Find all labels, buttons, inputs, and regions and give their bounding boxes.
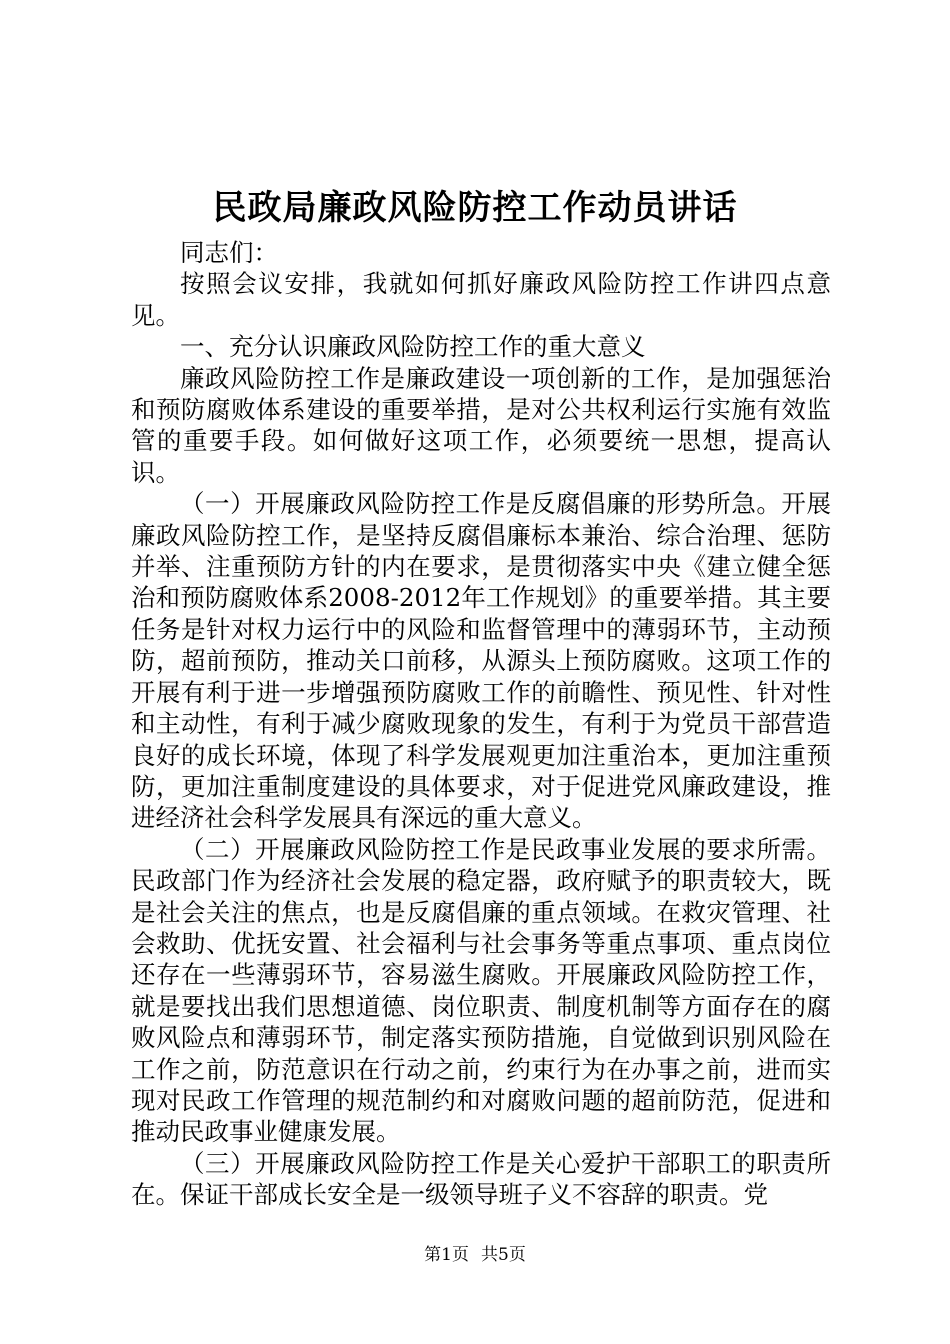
intro-paragraph: 按照会议安排，我就如何抓好廉政风险防控工作讲四点意见。 bbox=[131, 269, 831, 330]
body-paragraph: （二）开展廉政风险防控工作是民政事业发展的要求所需。民政部门作为经济社会发展的稳定器，政府赋予的职责较大，既是社会关注的焦点，也是反腐倡廉的重点领域。在救灾管理、社会救助、优抚安置、社会福利与社会事务等重点事项、重点岗位还存在一些薄弱环节，容易滋生腐败。开展廉政风险防控工作，就是要找出我们思想道德、岗位职责、制度机制等方面存在的腐败风险点和薄弱环节，制定落实预防措施，自觉做到识别风险在工作之前，防范意识在行动之前，约束行为在办事之前，进而实现对民政工作管理的规范制约和对腐败问题的超前防范，促进和推动民政事业健康发展。 bbox=[131, 834, 831, 1147]
document-body bbox=[131, 237, 831, 1211]
body-paragraph: 廉政风险防控工作是廉政建设一项创新的工作，是加强惩治和预防腐败体系建设的重要举措，是对公共权利运行实施有效监管的重要手段。如何做好这项工作，必须要统一思想，提高认识。 bbox=[131, 363, 831, 487]
page-number: 第1页 bbox=[424, 1245, 469, 1265]
section-heading: 一、充分认识廉政风险防控工作的重大意义 bbox=[180, 332, 646, 362]
page-total: 共5页 bbox=[481, 1245, 526, 1265]
page-footer bbox=[0, 1243, 950, 1267]
document-title: 民政局廉政风险防控工作动员讲话 bbox=[212, 188, 738, 228]
body-paragraph: （一）开展廉政风险防控工作是反腐倡廉的形势所急。开展廉政风险防控工作，是坚持反腐倡廉标本兼治、综合治理、惩防并举、注重预防方针的内在要求，是贯彻落实中央《建立健全惩治和预防腐败体系2008-2012年工作规划》的重要举措。其主要任务是针对权力运行中的风险和监督管理中的薄弱环节，主动预防，超前预防，推动关口前移，从源头上预防腐败。这项工作的开展有利于进一步增强预防腐败工作的前瞻性、预见性、针对性和主动性，有利于减少腐败现象的发生，有利于为党员干部营造良好的成长环境，体现了科学发展观更加注重治本，更加注重预防，更加注重制度建设的具体要求，对于促进党风廉政建设，推进经济社会科学发展具有深远的重大意义。 bbox=[131, 489, 831, 833]
salutation-paragraph: 同志们： bbox=[180, 238, 278, 267]
body-paragraph: （三）开展廉政风险防控工作是关心爱护干部职工的职责所在。保证干部成长安全是一级领导班子义不容辞的职责。党 bbox=[131, 1148, 831, 1210]
